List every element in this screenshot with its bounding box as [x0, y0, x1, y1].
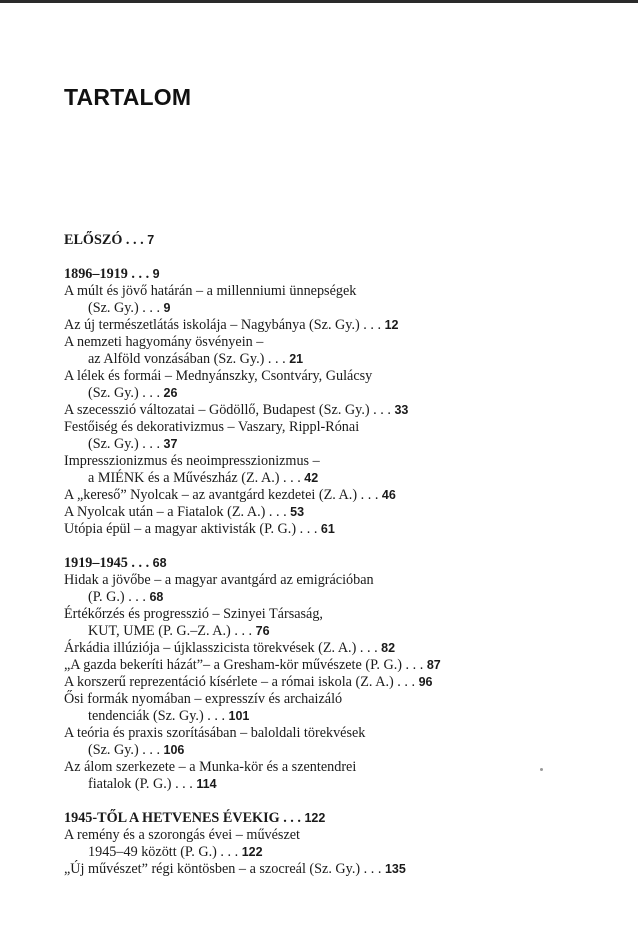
entry-line [64, 776, 624, 793]
entry-line [64, 368, 624, 385]
leader-dots: . . . [402, 657, 427, 673]
entry-line [64, 521, 624, 538]
entry-line [64, 640, 624, 657]
entry-text: „A gazda bekeríti házát”– a Gresham-kör művészete (P. G.) [64, 657, 402, 673]
page-number: 76 [255, 624, 270, 638]
toc-entry[interactable] [64, 691, 624, 725]
page-number: 7 [147, 233, 155, 247]
entry-text: Árkádia illúziója – újklasszicista törekvések (Z. A.) [64, 640, 357, 656]
entry-line [64, 300, 624, 317]
page-number: 122 [241, 845, 263, 859]
entry-line [64, 317, 624, 334]
entry-text: Az álom szerkezete – a Munka-kör és a szentendrei [64, 759, 357, 775]
entry-text: (Sz. Gy.) [88, 385, 139, 401]
entry-text: A lélek és formái – Mednyánszky, Csontváry, Gulácsy [64, 368, 373, 384]
section-heading[interactable] [64, 266, 624, 283]
toc-section [64, 266, 624, 538]
leader-dots: . . . [264, 351, 290, 367]
entry-text: KUT, UME (P. G.–Z. A.) [88, 623, 231, 639]
entry-line [64, 674, 624, 691]
leader-dots: . . . [393, 674, 419, 690]
toc-section [64, 810, 624, 878]
page-number: 9 [152, 267, 160, 281]
leader-dots: . . . [216, 844, 242, 860]
leader-dots: . . . [138, 436, 164, 452]
leader-dots: . . . [279, 810, 305, 826]
entry-line [64, 470, 624, 487]
page-number: 37 [163, 437, 178, 451]
entry-line [64, 334, 624, 351]
entry-text: A teória és praxis szorításában – baloldali törekvések [64, 725, 366, 741]
entry-text: A szecesszió változatai – Gödöllő, Budapest (Sz. Gy.) [64, 402, 370, 418]
entry-line [64, 742, 624, 759]
toc-entry[interactable] [64, 640, 624, 657]
page-number: 106 [163, 743, 185, 757]
leader-dots: . . . [230, 623, 256, 639]
entry-text: (P. G.) [88, 589, 125, 605]
toc-entry[interactable] [64, 572, 624, 606]
entry-text: A korszerű reprezentáció kísérlete – a római iskola (Z. A.) [64, 674, 394, 690]
leader-dots: . . . [171, 776, 197, 792]
entry-line [64, 351, 624, 368]
toc-entry[interactable] [64, 861, 624, 878]
entry-text: Festőiség és dekorativizmus – Vaszary, Rippl-Rónai [64, 419, 360, 435]
section-title: 1945-TŐL A HETVENES ÉVEKIG [64, 810, 280, 826]
leader-dots: . . . [296, 521, 321, 537]
leader-dots: . . . [203, 708, 229, 724]
entry-line [64, 708, 624, 725]
entry-text: (Sz. Gy.) [88, 300, 139, 316]
preface-section [64, 232, 624, 249]
entry-line [64, 589, 624, 606]
page-number: 61 [320, 522, 335, 536]
entry-line [64, 453, 624, 470]
toc-entry[interactable] [64, 317, 624, 334]
entry-text: A Nyolcak után – a Fiatalok (Z. A.) [64, 504, 266, 520]
entry-text: 1945–49 között (P. G.) [88, 844, 217, 860]
entry-text: (Sz. Gy.) [88, 436, 139, 452]
entry-text: Értékőrzés és progresszió – Szinyei Társaság, [64, 606, 323, 622]
toc-entry[interactable] [64, 504, 624, 521]
top-border-rule [0, 0, 638, 3]
page-number: 68 [152, 556, 167, 570]
toc-entry[interactable] [64, 419, 624, 453]
page-number: 53 [290, 505, 305, 519]
entry-line [64, 504, 624, 521]
toc-entry[interactable] [64, 674, 624, 691]
entry-line [64, 385, 624, 402]
page-number: 135 [384, 862, 406, 876]
page-number: 82 [381, 641, 396, 655]
entry-line [64, 436, 624, 453]
leader-dots: . . . [356, 640, 382, 656]
leader-dots: . . . [359, 317, 385, 333]
entry-line [64, 725, 624, 742]
preface-title: ELŐSZÓ [64, 232, 123, 248]
page-number: 101 [228, 709, 250, 723]
entry-line [64, 827, 624, 844]
entry-line [64, 844, 624, 861]
entry-line [64, 691, 624, 708]
entry-line [64, 623, 624, 640]
toc-entry[interactable] [64, 453, 624, 487]
page-number: 9 [163, 301, 171, 315]
page-number: 68 [149, 590, 164, 604]
entry-line [64, 606, 624, 623]
page-number: 114 [196, 777, 217, 791]
toc-entry[interactable] [64, 759, 624, 793]
toc-section [64, 555, 624, 793]
page-number: 12 [384, 318, 399, 332]
section-title: 1896–1919 [64, 266, 128, 282]
toc-entry[interactable] [64, 402, 624, 419]
scan-speck [540, 768, 543, 771]
entry-text: Utópia épül – a magyar aktivisták (P. G.) [64, 521, 297, 537]
leader-dots: . . . [124, 589, 150, 605]
toc-entry[interactable] [64, 368, 624, 402]
entry-line [64, 283, 624, 300]
page-number: 87 [426, 658, 441, 672]
toc-entry[interactable] [64, 334, 624, 368]
toc-entry[interactable] [64, 657, 624, 674]
leader-dots: . . . [122, 232, 148, 248]
entry-line [64, 402, 624, 419]
section-heading[interactable] [64, 555, 624, 572]
entry-text: A múlt és jövő határán – a millenniumi ünnepségek [64, 283, 357, 299]
toc-entry[interactable] [64, 827, 624, 861]
entry-text: tendenciák (Sz. Gy.) [88, 708, 204, 724]
toc-entry[interactable] [64, 521, 624, 538]
entry-text: Az új természetlátás iskolája – Nagybánya (Sz. Gy.) [64, 317, 360, 333]
entry-text: Hidak a jövőbe – a magyar avantgárd az emigrációban [64, 572, 374, 588]
toc-entry[interactable] [64, 487, 624, 504]
entry-text: A „kereső” Nyolcak – az avantgárd kezdetei (Z. A.) [64, 487, 358, 503]
table-of-contents [64, 232, 624, 895]
leader-dots: . . . [138, 300, 164, 316]
entry-line [64, 487, 624, 504]
entry-line [64, 861, 624, 878]
page-number: 21 [289, 352, 304, 366]
toc-entry[interactable] [64, 283, 624, 317]
leader-dots: . . . [138, 742, 164, 758]
entry-line [64, 657, 624, 674]
leader-dots: . . . [127, 555, 153, 571]
leader-dots: . . . [138, 385, 164, 401]
leader-dots: . . . [279, 470, 305, 486]
section-title: 1919–1945 [64, 555, 128, 571]
entry-text: (Sz. Gy.) [88, 742, 139, 758]
toc-entry[interactable] [64, 606, 624, 640]
preface-heading[interactable] [64, 232, 624, 249]
entry-text: A nemzeti hagyomány ösvényein – [64, 334, 264, 350]
page-title: TARTALOM [64, 84, 192, 110]
page-number: 122 [304, 811, 326, 825]
entry-text: Ősi formák nyomában – expresszív és archaizáló [64, 691, 343, 707]
page-number: 46 [381, 488, 396, 502]
entry-text: a MIÉNK és a Művészház (Z. A.) [88, 470, 280, 486]
entry-text: „Új művészet” régi köntösben – a szocreál (Sz. Gy.) [64, 861, 361, 877]
leader-dots: . . . [265, 504, 291, 520]
leader-dots: . . . [369, 402, 395, 418]
leader-dots: . . . [357, 487, 382, 503]
entry-line [64, 572, 624, 589]
leader-dots: . . . [360, 861, 385, 877]
page-number: 33 [394, 403, 409, 417]
entry-line [64, 419, 624, 436]
entry-text: A remény és a szorongás évei – művészet [64, 827, 300, 843]
leader-dots: . . . [127, 266, 153, 282]
section-heading[interactable] [64, 810, 624, 827]
toc-entry[interactable] [64, 725, 624, 759]
entry-text: fiatalok (P. G.) [88, 776, 172, 792]
entry-text: Impresszionizmus és neoimpresszionizmus – [64, 453, 320, 469]
page-number: 26 [163, 386, 178, 400]
page-number: 42 [304, 471, 319, 485]
entry-text: az Alföld vonzásában (Sz. Gy.) [88, 351, 265, 367]
page-number: 96 [418, 675, 433, 689]
